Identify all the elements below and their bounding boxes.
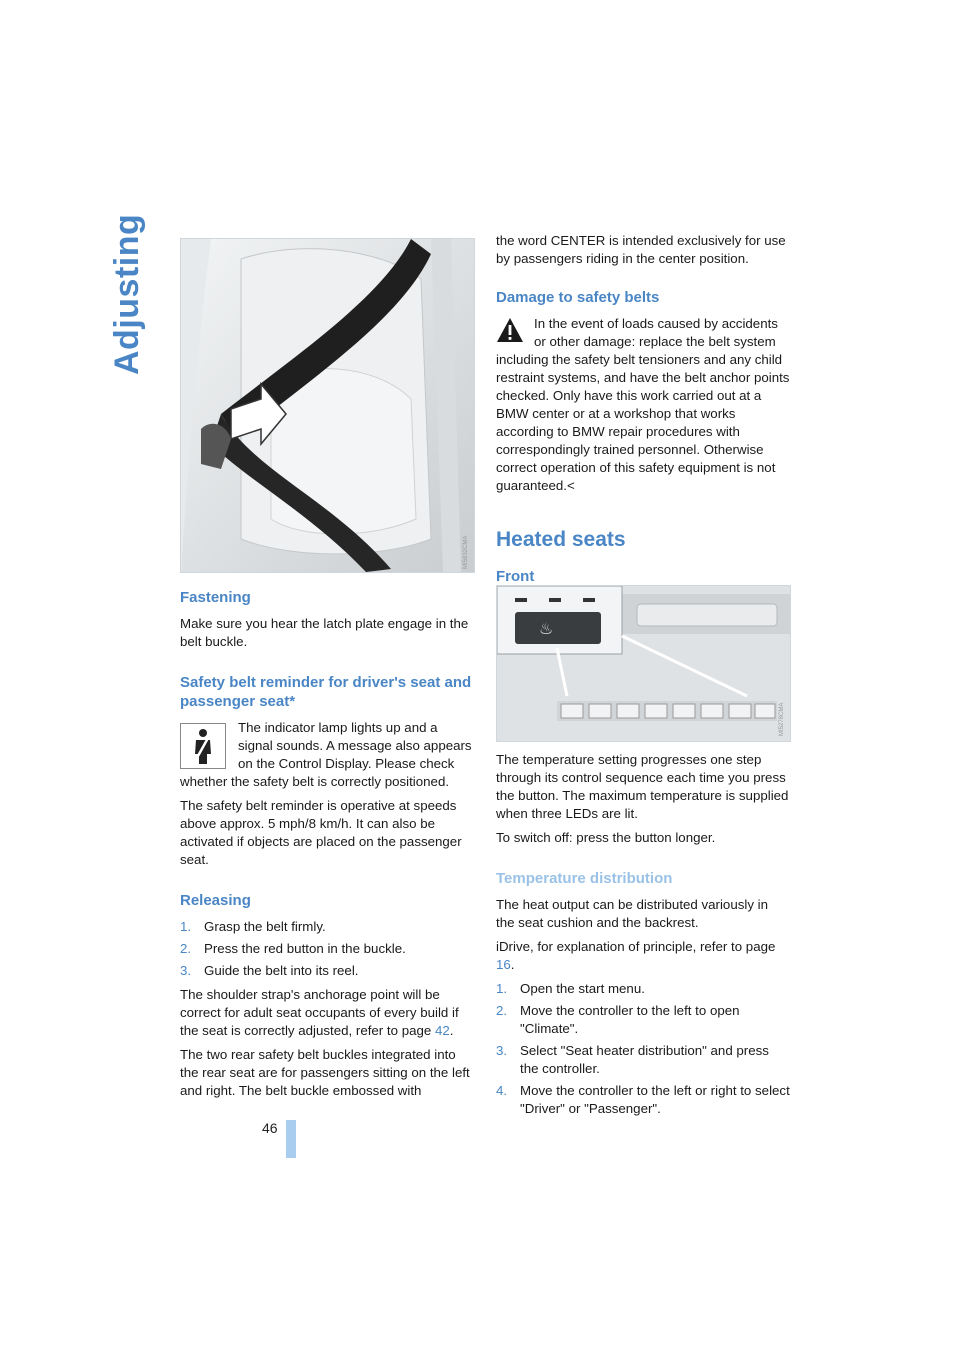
- page-link-16[interactable]: 16: [496, 957, 511, 972]
- center-continuation: the word CENTER is intended exclusively for use by passengers riding in the center position.: [496, 233, 786, 266]
- list-item: 4. Move the controller to the left or right to select "Driver" or "Passenger".: [496, 1083, 790, 1116]
- reminder-heading: Safety belt reminder for driver's seat and passenger seat*: [180, 674, 472, 710]
- distribution-heading: Temperature distribution: [496, 870, 673, 887]
- section-title: Adjusting: [108, 213, 146, 375]
- heated-seats-heading: Heated seats: [496, 528, 626, 551]
- list-item: 2. Press the red button in the buckle.: [180, 941, 406, 956]
- reminder-p2: The safety belt reminder is operative at speeds above approx. 5 mph/8 km/h. It can also be activated if objects are placed on the passenger seat.: [180, 798, 462, 867]
- list-item: 2. Move the controller to the left to open "Climate".: [496, 1003, 740, 1036]
- heated-p1: The temperature setting progresses one step through its control sequence each time you press the button. The maximum temperature is supplied when three LEDs are lit.: [496, 752, 789, 821]
- page-marker-bar: [286, 1120, 296, 1158]
- right-column: [496, 232, 790, 594]
- fastening-text: Make sure you hear the latch plate engage in the belt buckle.: [180, 616, 469, 649]
- page-number: 46: [262, 1120, 278, 1136]
- damage-heading: Damage to safety belts: [496, 289, 660, 306]
- page-link-42[interactable]: 42: [435, 1023, 450, 1038]
- right-column-lower: [496, 751, 790, 1124]
- list-item: 3. Select "Seat heater distribution" and press the controller.: [496, 1043, 769, 1076]
- list-item: 3. Guide the belt into its reel.: [180, 963, 359, 978]
- distribution-p2: iDrive, for explanation of principle, refer to page 16.: [496, 939, 776, 972]
- distribution-steps: [496, 980, 790, 1118]
- distribution-p1: The heat output can be distributed variously in the seat cushion and the backrest.: [496, 897, 769, 930]
- heated-p2: To switch off: press the button longer.: [496, 830, 716, 845]
- control-panel-illustration: [497, 586, 790, 741]
- releasing-steps: [180, 918, 472, 980]
- releasing-heading: Releasing: [180, 892, 251, 909]
- seatbelt-reminder-icon: [180, 723, 226, 769]
- photo-code: MI5278CMA: [779, 702, 785, 736]
- reminder-p1: The indicator lamp lights up and a signal sounds. A message also appears on the Control Display. Please check whether the safety belt is correctly positioned.: [180, 720, 472, 789]
- photo-code: MI5832CMA: [463, 535, 469, 569]
- list-item: 1. Grasp the belt firmly.: [180, 919, 326, 934]
- list-item: 1. Open the start menu.: [496, 981, 645, 996]
- fastening-heading: Fastening: [180, 589, 251, 606]
- rear-buckles-text: The two rear safety belt buckles integrated into the rear seat are for passengers sitting on the left and right. The belt buckle embossed with: [180, 1047, 470, 1098]
- svg-text:♨: ♨: [539, 619, 554, 638]
- warning-icon: [496, 317, 524, 343]
- seat-belt-photo: [180, 238, 475, 573]
- anchorage-text: The shoulder strap's anchorage point will be correct for adult seat occupants of every build if the seat is correctly adjusted, refer to page 42.: [180, 987, 459, 1038]
- section-title-vertical: [108, 213, 152, 380]
- damage-text: In the event of loads caused by accidents or other damage: replace the belt system including the safety belt tensioners and any child restraint systems, and have the belt anchor points checked. Only have this work carried out at a BMW center or at a workshop that works according to BMW repair procedures with correspondingly trained personnel. Otherwise correct operation of this safety equipment is not guaranteed.<: [496, 316, 790, 493]
- seat-belt-illustration: [181, 239, 474, 572]
- heated-seat-panel-photo: [496, 585, 791, 742]
- front-heading: Front: [496, 568, 535, 585]
- left-column: [180, 588, 472, 1106]
